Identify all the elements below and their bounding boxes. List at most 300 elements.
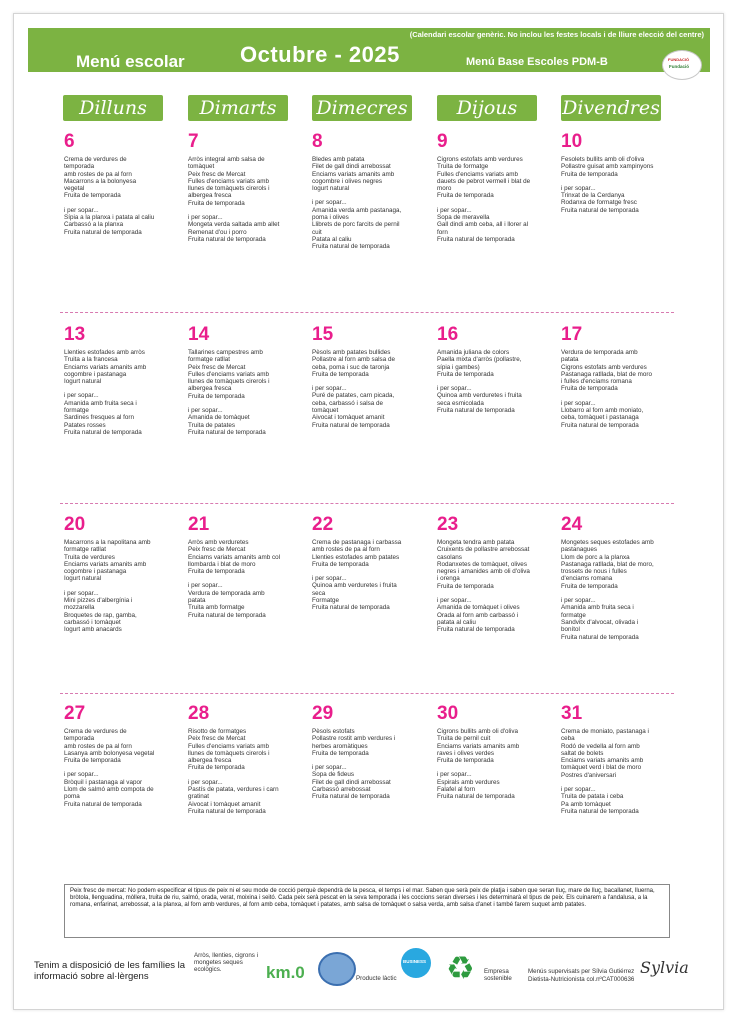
menu-item: Sopa de fideus	[312, 771, 355, 779]
menu-item: llunes de tomàquets cirerols i	[188, 749, 270, 757]
menu-item: Amanida juliana de colors	[437, 349, 510, 356]
day-number: 29	[312, 703, 334, 724]
menu-items	[437, 349, 555, 414]
menu-item: Fulles d'enciams variats amb	[188, 370, 269, 378]
menu-item: patata	[561, 356, 579, 364]
menu-items	[437, 539, 555, 634]
menu-item: mozzarella	[64, 604, 95, 612]
menu-item: seca esmicolada	[437, 399, 484, 407]
day-cell	[561, 325, 679, 429]
day-number: 17	[561, 324, 583, 345]
menu-item: Fruita natural de temporada	[437, 407, 515, 415]
menu-items	[437, 728, 555, 801]
menu-item: i per sopar...	[64, 392, 99, 400]
menu-item: i per sopar...	[312, 764, 347, 772]
menu-item: saltat de bolets	[561, 749, 604, 757]
menu-item: Risotto de formatges	[188, 728, 247, 735]
menu-item: Fruita natural de temporada	[561, 633, 639, 641]
menu-item: i per sopar...	[64, 589, 99, 597]
supervised-note: Menús supervisats per Sílvia Gutiérrez	[528, 968, 635, 975]
menu-item: Sandvitx d'alvocat, olivada i	[561, 618, 639, 626]
menu-gap	[188, 772, 306, 779]
menu-gap	[437, 764, 555, 771]
menu-items	[64, 728, 182, 808]
menu-gap	[312, 192, 430, 199]
menu-item: Enciams variats amanits amb	[312, 170, 395, 178]
menu-item: Truita de formatge	[437, 163, 489, 171]
menu-item: Fruita de temporada	[561, 170, 618, 178]
day-cell	[312, 704, 430, 801]
menu-item: forn	[437, 228, 448, 236]
menu-item: i per sopar...	[437, 771, 472, 779]
menu-item: Sípia a la planxa i patata al caliu	[64, 214, 155, 222]
day-cell	[437, 325, 555, 414]
menu-item: carbassó i tomàquet	[64, 618, 121, 626]
menu-items	[64, 349, 182, 436]
menu-item: vegetal	[64, 185, 85, 193]
menu-item: Fruita de temporada	[64, 757, 121, 765]
menu-item: i per sopar...	[312, 385, 347, 393]
menu-gap	[561, 178, 679, 185]
menu-gap	[561, 393, 679, 400]
menu-item: i per sopar...	[561, 184, 596, 192]
menu-item: Orada al forn amb carbassó i	[437, 611, 519, 619]
menu-item: formatge ratllat	[188, 356, 230, 364]
menu-item: i per sopar...	[188, 407, 223, 415]
menu-item: bonítol	[561, 626, 580, 634]
menu-item: Remenat d'ou i porro	[188, 228, 247, 236]
menu-item: Fruita de temporada	[437, 192, 494, 200]
menu-item: Llenties estofades amb patates	[312, 553, 400, 561]
menu-item: Fruita de temporada	[561, 385, 618, 393]
menu-item: Fulles d'enciams variats amb	[188, 177, 269, 185]
menu-item: Lasanya amb bolonyesa vegetal	[64, 749, 155, 757]
menu-items	[188, 156, 306, 243]
fundacio-logo	[662, 50, 702, 80]
business-badge-text: BUSINESS	[403, 959, 427, 964]
menu-item: Fruita natural de temporada	[188, 611, 266, 619]
menu-item: amb rostes de pa al forn	[64, 742, 132, 750]
logo-text-bottom: Fundació	[669, 64, 689, 69]
menu-items	[561, 728, 679, 815]
day-number: 9	[437, 131, 448, 152]
menu-item: trossets de nous i fulles	[561, 568, 627, 576]
menu-gap	[188, 207, 306, 214]
menu-item: moro	[437, 185, 452, 193]
menu-item: Peix fresc de Mercat	[188, 735, 246, 743]
menu-item: Amanida verda amb pastanaga,	[312, 206, 402, 214]
menu-item: Rodanxa de formatge fresc	[561, 199, 637, 207]
menu-item: Fruita de temporada	[64, 192, 121, 200]
menu-item: Llobarro al forn amb moniato,	[561, 407, 644, 415]
menu-gap	[561, 779, 679, 786]
menu-item: Amanida amb fruita seca i	[561, 604, 634, 612]
menu-items	[561, 539, 679, 641]
menu-item: Fruita natural de temporada	[312, 793, 390, 801]
menu-item: i per sopar...	[561, 399, 596, 407]
day-cell	[188, 325, 306, 436]
menu-item: ceba	[561, 735, 575, 743]
menu-item: Enciams variats amanits amb	[64, 560, 147, 568]
day-cell	[561, 704, 679, 815]
menu-item: Sardines fresques al forn	[64, 414, 135, 422]
menu-item: Tallarines campestres amb	[188, 349, 263, 356]
menu-item: Mongeta verda saltada amb allet	[188, 221, 280, 229]
menu-item: Bròquil i pastanaga al vapor	[64, 778, 143, 786]
menu-item: Crema de verdures de	[64, 156, 127, 163]
menu-item: Gall dindi amb ceba, all i llorer al	[437, 221, 528, 229]
menu-item: Verdura de temporada amb	[188, 589, 265, 597]
business-logo	[401, 948, 431, 978]
menu-item: llombarda i blat de moro	[188, 560, 256, 568]
day-number: 28	[188, 703, 210, 724]
menu-item: Pollastre al forn amb salsa de	[312, 356, 395, 364]
menu-item: Iogurt natural	[64, 575, 102, 583]
menu-item: Truita de pernil cuit	[437, 735, 491, 743]
menu-item: i per sopar...	[561, 597, 596, 605]
menu-item: Fruita de temporada	[188, 764, 245, 772]
menu-item: Macarrons a la napolitana amb	[64, 539, 151, 546]
menu-item: negres i amanides amb oli d'oliva	[437, 568, 530, 576]
menu-item: poma i olives	[312, 214, 349, 222]
menu-item: amb rostes de pa al forn	[312, 546, 380, 554]
menu-item: Fruita de temporada	[437, 757, 494, 765]
day-number: 10	[561, 131, 583, 152]
dietitian-signature: Sylvia	[640, 958, 689, 977]
day-number: 23	[437, 514, 459, 535]
menu-item: Falafel al forn	[437, 786, 476, 794]
menu-item: Fruita de temporada	[312, 749, 369, 757]
menu-item: Fruita natural de temporada	[64, 228, 142, 236]
menu-item: tomàquet verd i blat de moro	[561, 764, 642, 772]
day-number: 20	[64, 514, 86, 535]
day-cell	[312, 325, 430, 429]
menu-item: Llom de porc a la planxa	[561, 553, 630, 561]
menu-item: Filet de gall dindi arrebossat	[312, 778, 391, 786]
menu-item: i per sopar...	[188, 214, 223, 222]
menu-item: Mini pizzes d'albergínia i	[64, 597, 133, 605]
menu-item: Truita a la francesa	[64, 356, 118, 364]
menu-item: temporada	[64, 163, 95, 171]
day-number: 13	[64, 324, 86, 345]
menu-item: Crema de verdures de	[64, 728, 127, 735]
menu-item: seca	[312, 589, 326, 597]
day-cell	[437, 515, 555, 634]
day-cell	[561, 515, 679, 641]
menu-gap	[312, 378, 430, 385]
menu-item: Aivocat i tomàquet amanit	[188, 800, 261, 808]
menu-item: patata al caliu	[437, 618, 476, 626]
menu-item: formatge ratllat	[64, 546, 106, 554]
menu-gap	[64, 583, 182, 590]
menu-item: formatge	[64, 407, 89, 415]
menu-item: Fruita natural de temporada	[188, 428, 266, 436]
menu-items	[64, 539, 182, 634]
menu-item: Quinoa amb verduretes i fruita	[437, 392, 522, 400]
menu-item: Verdura de temporada amb	[561, 349, 638, 356]
menu-item: cogombre i pastanaga	[64, 568, 127, 576]
menu-item: Carbassó arrebossat	[312, 786, 371, 794]
menu-item: Crema de moniato, pastanaga i	[561, 728, 649, 735]
menu-item: Iogurt amb anacards	[64, 626, 122, 634]
menu-item: Fruita natural de temporada	[188, 807, 266, 815]
menu-item: Fruita natural de temporada	[188, 235, 266, 243]
menu-item: ceba, tomàquet i pastanaga	[561, 414, 639, 422]
menu-item: Fruita de temporada	[188, 568, 245, 576]
menu-item: i per sopar...	[312, 575, 347, 583]
day-cell	[312, 515, 430, 612]
menu-item: Truita de verdures	[64, 553, 115, 561]
menu-item: i per sopar...	[561, 786, 596, 794]
menu-item: Postres d'aniversari	[561, 771, 617, 779]
day-number: 8	[312, 131, 323, 152]
weekday-header-tuesday: Dimarts	[188, 95, 288, 121]
menu-item: Iogurt natural	[64, 378, 102, 386]
fish-footnote: Peix fresc de mercat: No podem especificar el tipus de peix ni el seu mode de cocció perquè dependrà de la pesca, el temps i el mar. Saben que serà peix de platja i saben que seran lluç, mare de lluç, bacallanet, lluerna, bròtola, llenguadina, mòllera, truita de riu, salmó, orada, verat, moixina i seitó. Cada peix serà pescat en la seva temporada i les coccions seran diverses i les determinarà el tipus de peix. Els cuinarem a l'andalusa, a la romana, enfarinat, arrebossat, a la planxa, al forn amb verdures, al forn amb ceba, tomàquet i patates, amb salsa de tomàquet o salsa verda, amb salsa d'anet i també farem suquet amb patates.	[64, 884, 670, 938]
menu-item: Aivocat i tomàquet amanit	[312, 414, 385, 422]
menu-item: Enciams variats amanits amb	[561, 757, 644, 765]
menu-item: Carbassó a la planxa	[64, 221, 124, 229]
menu-item: Peix fresc de Mercat	[188, 546, 246, 554]
menu-item: casolans	[437, 553, 462, 561]
menu-item: Rodó de vedella al forn amb	[561, 742, 640, 750]
day-number: 16	[437, 324, 459, 345]
menu-item: Formatge	[312, 597, 339, 605]
menu-item: ceba, poma i suc de taronja	[312, 363, 390, 371]
menu-item: Mongeta tendra amb patata	[437, 539, 515, 546]
menu-item: Patata al caliu	[312, 235, 352, 243]
menu-item: Fesolets bullits amb oli d'oliva	[561, 156, 645, 163]
menu-item: Trinxat de la Cerdanya	[561, 192, 625, 200]
day-number: 30	[437, 703, 459, 724]
menu-items	[312, 728, 430, 801]
week-separator	[60, 312, 674, 313]
menu-items	[561, 156, 679, 214]
menu-item: Fruita de temporada	[312, 560, 369, 568]
menu-item: Pastís de patata, verdures i carn	[188, 786, 279, 794]
day-cell	[312, 132, 430, 251]
menu-item: Broquetes de rap, gamba,	[64, 611, 137, 619]
menu-item: i per sopar...	[188, 778, 223, 786]
menu-item: Pa amb tomàquet	[561, 800, 611, 808]
day-number: 22	[312, 514, 334, 535]
menu-gap	[437, 590, 555, 597]
menu-item: Cigrons bullits amb oli d'oliva	[437, 728, 518, 735]
menu-item: Puré de patates, carn picada,	[312, 392, 395, 400]
menu-item: Rodanxetes de tomàquet, olives	[437, 560, 527, 568]
menu-item: Iogurt natural	[312, 185, 350, 193]
recycle-icon: ♻	[446, 950, 475, 986]
menu-gap	[64, 764, 182, 771]
day-cell	[64, 704, 182, 808]
day-number: 15	[312, 324, 334, 345]
menu-item: Fulles d'enciams variats amb	[188, 742, 269, 750]
menu-item: Enciams variats amanits amb	[64, 363, 147, 371]
menu-item: Bledes amb patata	[312, 156, 365, 163]
menu-item: Enciams variats amanits amb	[437, 742, 520, 750]
menu-item: albergea fresca	[188, 757, 232, 765]
menu-item: i per sopar...	[188, 582, 223, 590]
day-cell	[64, 325, 182, 436]
menu-item: Cruixents de pollastre arrebossat	[437, 546, 530, 554]
day-cell	[437, 132, 555, 243]
weekday-header-friday: Divendres	[562, 97, 660, 119]
header-bar	[28, 28, 710, 72]
organic-legumes-note: Arròs, llenties, cigrons i mongetes seques ecològics.	[194, 952, 258, 974]
menu-item: Arròs amb verduretes	[188, 539, 249, 546]
menu-items	[561, 349, 679, 429]
km0-logo: km.0	[266, 963, 305, 982]
menu-items	[312, 156, 430, 251]
menu-item: albergea fresca	[188, 192, 232, 200]
dairy-logo	[318, 952, 356, 986]
day-cell	[64, 132, 182, 236]
menu-item: dauets de pebrot vermell i blat de	[437, 177, 531, 185]
allergens-note: Tenim a disposició de les famílies la informació sobre al·lèrgens	[34, 960, 186, 982]
menu-item: Fruita de temporada	[437, 370, 494, 378]
day-cell	[64, 515, 182, 634]
menu-gap	[188, 575, 306, 582]
menu-items	[312, 349, 430, 429]
weekday-header-thursday: Dijous	[437, 95, 537, 121]
menu-item: Fruita natural de temporada	[64, 800, 142, 808]
menu-item: Fruita natural de temporada	[312, 421, 390, 429]
weekday-header-wednesday: Dimecres	[312, 95, 412, 121]
menu-item: tomàquet	[312, 407, 339, 415]
menu-item: albergea fresca	[188, 385, 232, 393]
menu-item: Fruita natural de temporada	[437, 626, 515, 634]
menu-gap	[64, 385, 182, 392]
dairy-label: Producte làctic	[356, 975, 397, 982]
day-number: 24	[561, 514, 583, 535]
sustainable-label: Empresa sostenible	[484, 968, 512, 983]
menu-items	[312, 539, 430, 612]
menu-item: amb rostes de pa al forn	[64, 170, 132, 178]
menu-item: Fruita de temporada	[188, 392, 245, 400]
day-cell	[437, 704, 555, 801]
menu-item: Fruita natural de temporada	[64, 428, 142, 436]
menu-item: Llibrets de porc farcits de pernil	[312, 221, 400, 229]
day-number: 7	[188, 131, 199, 152]
day-number: 6	[64, 131, 75, 152]
menu-item: Sopa de meravella	[437, 214, 490, 222]
menu-item: poma	[64, 793, 80, 801]
menu-items	[188, 349, 306, 436]
menu-item: Fruita natural de temporada	[437, 235, 515, 243]
menu-items	[437, 156, 555, 243]
menu-item: Macarrons a la bolonyesa	[64, 177, 137, 185]
week-separator	[60, 503, 674, 504]
menu-item: i per sopar...	[437, 597, 472, 605]
calendar-note: (Calendari escolar genèric. No inclou les festes locals i de lliure elecció del centre)	[409, 30, 704, 39]
day-number: 27	[64, 703, 86, 724]
menu-item: i orenga	[437, 575, 460, 583]
menu-item: Peix fresc de Mercat	[188, 170, 246, 178]
menu-item: Truita de patates	[188, 421, 236, 429]
menu-item: Truita amb formatge	[188, 604, 245, 612]
menu-item: temporada	[64, 735, 95, 743]
menu-gap	[64, 200, 182, 207]
menu-item: cuit	[312, 228, 322, 236]
menu-item: i fulles d'enciams romana	[561, 378, 632, 386]
day-number: 21	[188, 514, 210, 535]
day-number: 14	[188, 324, 210, 345]
menu-gap	[312, 757, 430, 764]
menu-item: Amanida amb fruita seca i	[64, 399, 137, 407]
menu-item: Pèsols amb patates bullides	[312, 349, 391, 356]
day-number: 31	[561, 703, 583, 724]
menu-item: llunes de tomàquets cirerols i	[188, 378, 270, 386]
menu-items	[188, 728, 306, 815]
menu-item: Patates rosses	[64, 421, 106, 429]
menu-item: Espirals amb verdures	[437, 778, 500, 786]
menu-item: Fruita de temporada	[437, 582, 494, 590]
menu-item: Fruita natural de temporada	[561, 421, 639, 429]
menu-item: cogombre i pastanaga	[64, 370, 127, 378]
week-separator	[60, 693, 674, 694]
menu-item: Pastanaga ratllada, blat de moro,	[561, 560, 654, 568]
menu-item: ceba, carbassó i salsa de	[312, 399, 384, 407]
menu-title: Menú escolar	[76, 52, 185, 71]
menu-item: gratinat	[188, 793, 210, 801]
dietitian-note: Dietista-Nutricionista col.nºCAT000636	[528, 976, 635, 983]
menu-item: cogombre i olives negres	[312, 177, 383, 185]
menu-item: Fruita de temporada	[312, 370, 369, 378]
menu-gap	[437, 200, 555, 207]
menu-item: Enciams variats amanits amb col	[188, 553, 281, 561]
menu-item: Fruita natural de temporada	[437, 793, 515, 801]
menu-item: i per sopar...	[64, 206, 99, 214]
menu-item: Amanida de tomàquet	[188, 414, 250, 422]
menu-item: Llenties estofades amb arròs	[64, 349, 145, 356]
menu-item: d'enciams romana	[561, 575, 613, 583]
menu-item: Crema de pastanaga i carbassa	[312, 539, 402, 546]
menu-item: Fruita natural de temporada	[561, 807, 639, 815]
menu-item: pastanagues	[561, 546, 598, 554]
weekday-header-monday: Dilluns	[63, 95, 163, 121]
day-cell	[561, 132, 679, 214]
menu-item: i per sopar...	[312, 199, 347, 207]
menu-item: Peix fresc de Mercat	[188, 363, 246, 371]
menu-gap	[188, 400, 306, 407]
month-title: Octubre - 2025	[240, 42, 400, 67]
menu-item: Cigrons estofats amb verdures	[437, 156, 523, 163]
menu-item: Mongetes seques estofades amb	[561, 539, 654, 546]
menu-item: Fruita de temporada	[188, 199, 245, 207]
menu-item: Fulles d'enciams variats amb	[437, 170, 518, 178]
menu-item: Fruita natural de temporada	[312, 604, 390, 612]
menu-item: i per sopar...	[437, 385, 472, 393]
menu-item: Arròs integral amb salsa de	[188, 156, 265, 163]
menu-items	[188, 539, 306, 619]
menu-gap	[561, 590, 679, 597]
menu-item: Truita de patata i ceba	[561, 793, 624, 801]
menu-item: raves i olives verdes	[437, 749, 495, 757]
menu-item: llunes de tomàquets cirerols i	[188, 185, 270, 193]
menu-item: Quinoa amb verduretes i fruita	[312, 582, 397, 590]
menu-item: i per sopar...	[437, 206, 472, 214]
menu-item: Fruita de temporada	[561, 582, 618, 590]
menu-item: formatge	[561, 611, 586, 619]
menu-item: i per sopar...	[64, 771, 99, 779]
menu-items	[64, 156, 182, 236]
menu-item: Pastanaga ratllada, blat de moro	[561, 370, 653, 378]
menu-item: Amanida de tomàquet i olives	[437, 604, 520, 612]
logo-text-top: FUNDACIÓ	[668, 57, 690, 62]
menu-base-label: Menú Base Escoles PDM-B	[466, 56, 608, 68]
day-cell	[188, 515, 306, 619]
menu-item: Filet de gall dindi arrebossat	[312, 163, 391, 171]
